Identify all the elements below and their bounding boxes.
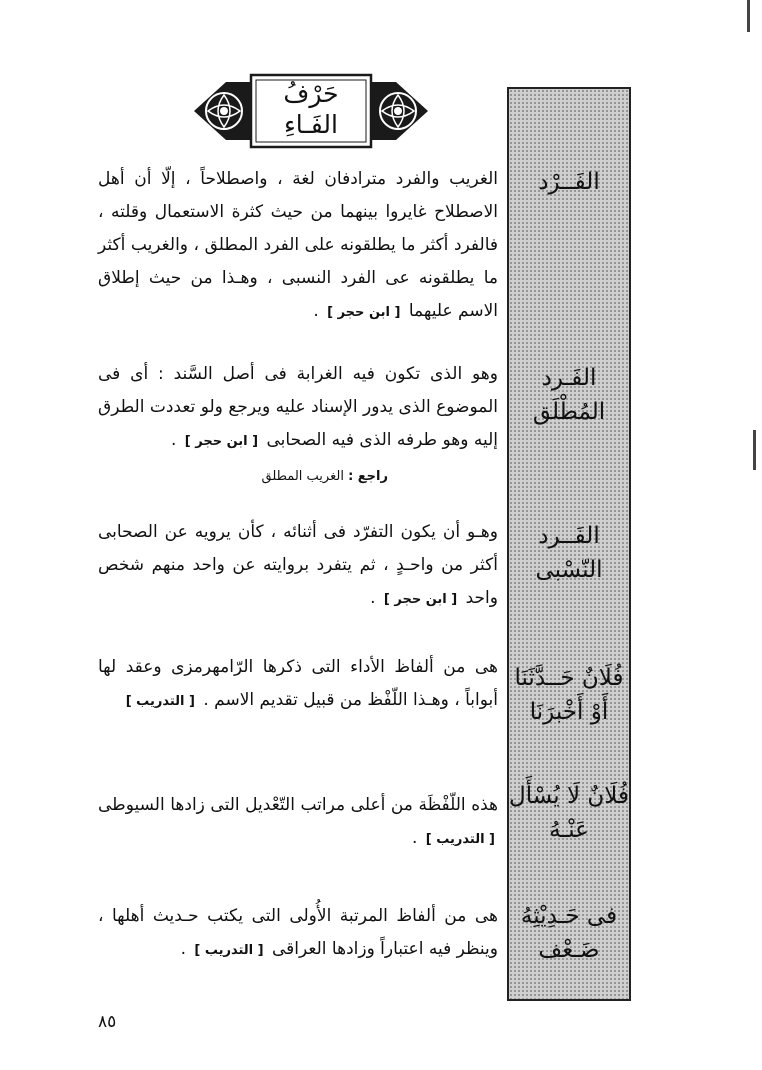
terms-sidebar	[507, 87, 631, 1001]
term-la-yusal-anhu	[509, 779, 629, 847]
term-line: عَنْـهُ	[549, 817, 589, 843]
term-fard-nisbi	[509, 519, 629, 587]
definition-entry	[98, 651, 498, 718]
term-line: ضَـعْف	[538, 937, 600, 963]
definition-end: .	[180, 939, 186, 959]
see-also-label: راجع :	[348, 469, 388, 484]
chapter-title-line-1: حَرْفُ	[283, 79, 339, 108]
term-line: فُلَانٌ حَــدَّثَنَا	[514, 665, 624, 691]
scan-edge-mark	[747, 0, 750, 32]
definition-text: هى من ألفاظ الأداء التى ذكرها الرّامهرمزى وعقد لها أبواباً ، وهـذا اللّفْظ من قبيل تقديم الاسم .	[98, 657, 498, 710]
page-number: ٨٥	[98, 1012, 117, 1032]
definition-end: .	[313, 301, 319, 321]
source-reference: [ ابن حجر ]	[184, 434, 259, 449]
term-haddathana	[509, 661, 629, 729]
scan-edge-mark	[753, 430, 756, 470]
definition-text: وهو الذى تكون فيه الغرابة فى أصل السَّند : أى فى الموضوع الذى يدور الإسناد عليه ويرجع ولو تعددت الطرق إليه وهو طرفه الذى فيه الصحابى	[98, 364, 498, 450]
see-also-note	[98, 466, 498, 488]
source-reference: [ ابن حجر ]	[383, 592, 458, 607]
source-reference: [ ابن حجر ]	[327, 305, 401, 320]
term-fard	[509, 165, 629, 199]
definition-text: وهـو أن يكون التفرّد فى أثنائه ، كأن يرويه عن الصحابى أكثر من واحـدٍ ، ثم يتفرد بروايته عن واحد منهم شخص واحد	[98, 522, 498, 608]
source-reference: [ التدريب ]	[194, 943, 264, 958]
chapter-heading	[188, 72, 434, 150]
definition-entry	[98, 516, 498, 616]
term-line: الفَــرد النّسْبى	[535, 523, 603, 583]
term-fi-hadithihi-daf	[509, 899, 629, 967]
definition-entry	[98, 358, 498, 458]
definition-text: الغريب والفرد مترادفان لغة ، واصطلاحاً ، إلّا أن أهل الاصطلاح غايروا بينهما من حيث كثرة الاستعمال وقلته ، فالفرد أكثر ما يطلقونه على الفرد المطلق ، والغريب أكثر ما يطلقونه عى الفرد النسبى ، وهـذا من حيث إطلاق الاسم عليهما	[98, 169, 498, 321]
definition-end: .	[170, 430, 177, 450]
definition-end: .	[411, 828, 418, 848]
term-line: الفَــرْد	[538, 169, 600, 195]
source-reference: [ التدريب ]	[425, 832, 495, 847]
term-line: أَوْ أَخْبرَنَا	[529, 699, 609, 725]
definition-entry	[98, 163, 498, 329]
see-also-target: الغريب المطلق	[261, 469, 344, 484]
definition-text: هذه اللّفْظَة من أعلى مراتب التّعْديل التى زادها السيوطى	[98, 795, 498, 815]
definition-end: .	[370, 588, 376, 608]
term-fard-mutlaq	[509, 361, 629, 429]
definition-text: هى من ألفاظ المرتبة الأُولى التى يكتب حـديث أهلها ، وينظر فيه اعتباراً وزادها العراقى	[98, 906, 498, 959]
definition-entry	[98, 900, 498, 967]
source-reference: [ التدريب ]	[125, 694, 195, 709]
chapter-title-line-2: الفَـاءِ	[284, 110, 338, 139]
term-line: فُلَانٌ لَا يُسْأَل	[509, 783, 629, 809]
term-line: فى حَـدِيْثِهُ	[520, 903, 618, 929]
chapter-title	[254, 78, 368, 144]
term-line: الفَـرد المُطْلَق	[532, 365, 606, 425]
definition-entry	[98, 789, 498, 856]
